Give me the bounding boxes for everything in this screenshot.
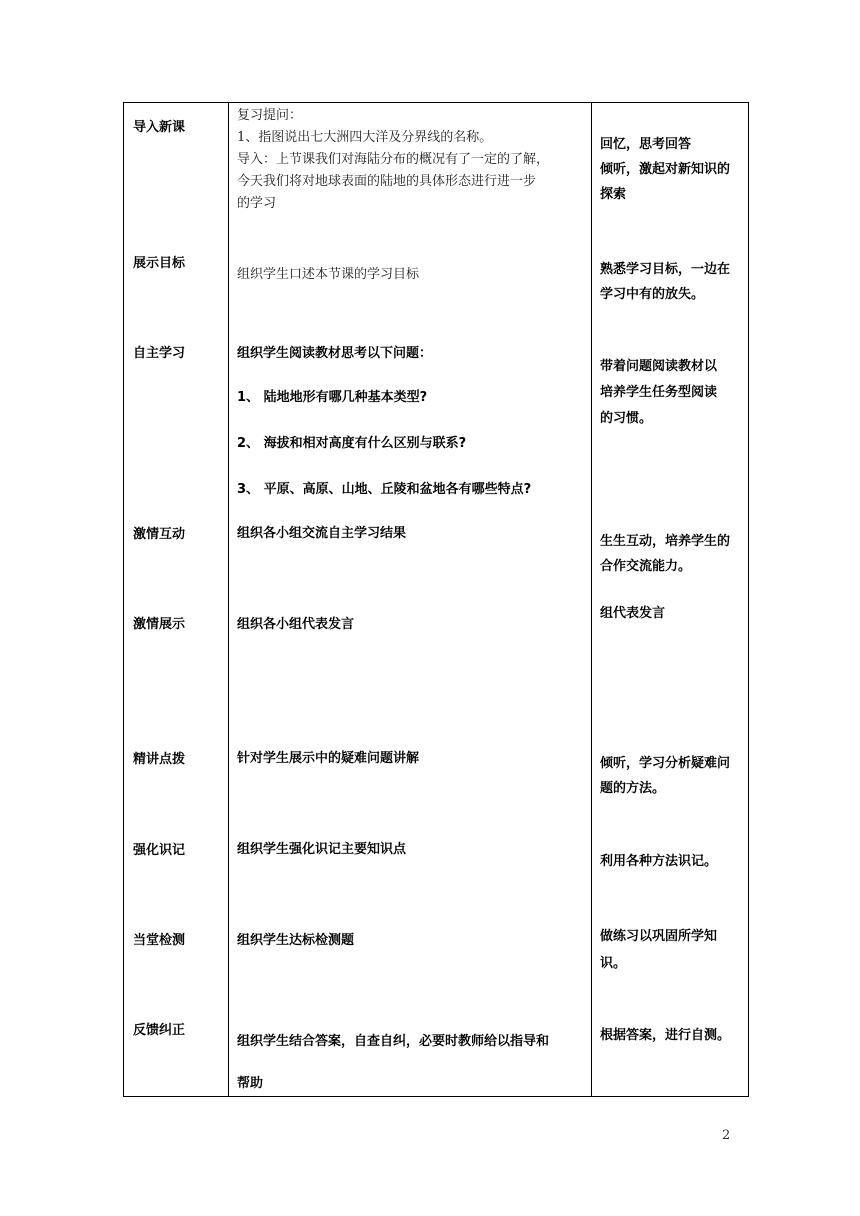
student-activity (600, 354, 717, 432)
student-activity (600, 851, 717, 873)
teacher-activity: 组织学生强化识记主要知识点 (237, 842, 407, 857)
teacher-line: 帮助 (237, 1076, 264, 1091)
row-label: 自主学习 (133, 346, 186, 361)
intro-line: 今天我们将对地球表面的陆地的具体形态进行进一步 (237, 174, 537, 189)
student-activity (600, 1025, 730, 1047)
intro-line: 导入：上节课我们对海陆分布的概况有了一定的了解， (237, 152, 550, 167)
student-line: 回忆，思考回答 (600, 137, 692, 152)
row-label: 激情互动 (133, 527, 186, 542)
student-activity (600, 751, 730, 801)
question-item: 2、 海拔和相对高度有什么区别与联系? (237, 436, 467, 451)
teacher-activity: 组织各小组交流自主学习结果 (237, 526, 407, 541)
student-activity (600, 529, 730, 579)
intro-line: 复习提问： (237, 108, 303, 123)
intro-line: 1、指图说出七大洲四大洋及分界线的名称。 (237, 130, 493, 145)
teacher-activity: 组织各小组代表发言 (237, 617, 355, 632)
student-line: 的习惯。 (600, 411, 653, 426)
teacher-activity: 针对学生展示中的疑难问题讲解 (237, 751, 420, 766)
student-activity (600, 132, 730, 207)
student-line: 利用各种方法识记。 (600, 854, 718, 869)
teacher-activity (237, 1019, 549, 1107)
student-line: 带着问题阅读教材以 (600, 359, 718, 374)
student-line: 合作交流能力。 (600, 559, 692, 574)
page-number: 2 (722, 1128, 731, 1143)
teacher-activity: 组织学生达标检测题 (237, 933, 355, 948)
student-line: 识。 (600, 956, 627, 971)
student-activity (600, 257, 730, 307)
student-line: 倾听，学习分析疑难问 (600, 756, 731, 771)
column-divider (228, 103, 229, 1096)
student-line: 组代表发言 (600, 606, 666, 621)
row-label: 强化识记 (133, 843, 186, 858)
row-label: 精讲点拨 (133, 752, 186, 767)
row-label: 激情展示 (133, 617, 186, 632)
teacher-line: 组织学生结合答案，自查自纠，必要时教师给以指导和 (237, 1034, 550, 1049)
student-line: 培养学生任务型阅读 (600, 385, 718, 400)
student-line: 做练习以巩固所学知 (600, 929, 718, 944)
question-item: 3、 平原、高原、山地、丘陵和盆地各有哪些特点? (237, 482, 532, 497)
lesson-plan-table (123, 102, 749, 1097)
student-activity (600, 603, 665, 625)
teacher-activity: 组织学生阅读教材思考以下问题： (237, 346, 433, 361)
teacher-activity: 组织学生口述本节课的学习目标 (237, 267, 420, 282)
student-line: 探索 (600, 187, 627, 202)
student-line: 生生互动，培养学生的 (600, 534, 731, 549)
student-line: 熟悉学习目标，一边在 (600, 262, 731, 277)
student-line: 学习中有的放失。 (600, 287, 705, 302)
student-activity (600, 923, 717, 977)
question-item: 1、 陆地地形有哪几种基本类型? (237, 390, 428, 405)
intro-text (237, 105, 550, 215)
intro-line: 的学习 (237, 196, 277, 211)
student-line: 根据答案，进行自测。 (600, 1028, 731, 1043)
column-divider (591, 103, 592, 1096)
row-label: 反馈纠正 (133, 1023, 186, 1038)
row-label: 展示目标 (133, 256, 186, 271)
student-line: 题的方法。 (600, 781, 666, 796)
student-line: 倾听，激起对新知识的 (600, 162, 731, 177)
row-label: 当堂检测 (133, 933, 186, 948)
row-label: 导入新课 (133, 120, 186, 135)
